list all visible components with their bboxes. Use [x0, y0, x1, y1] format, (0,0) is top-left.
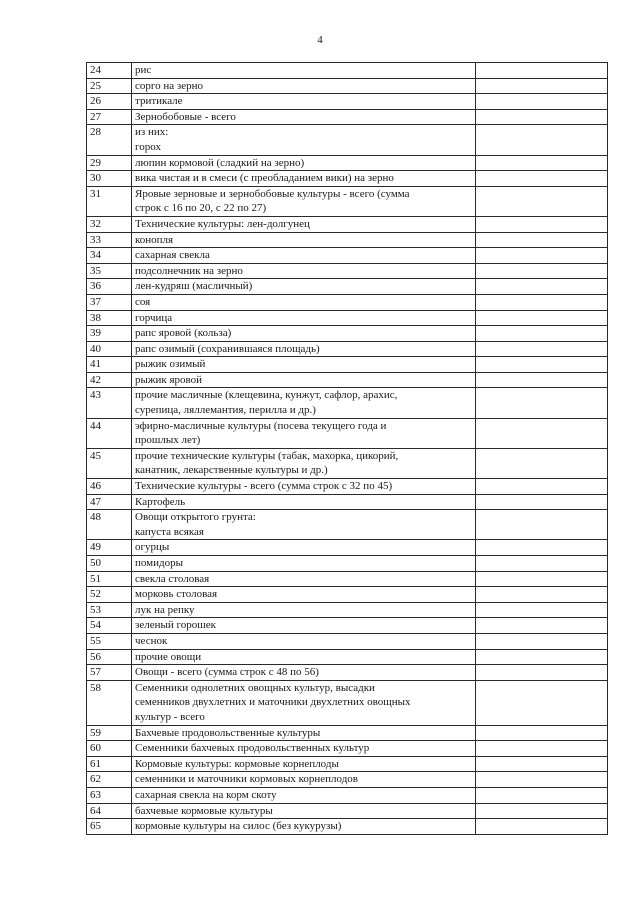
- crop-name-cell: [132, 618, 476, 634]
- row-number: 35: [87, 263, 132, 279]
- table-row: [87, 571, 608, 587]
- value-cell[interactable]: [476, 310, 608, 326]
- row-number: 64: [87, 803, 132, 819]
- crop-name-line: Семенники бахчевых продовольственных культур: [135, 742, 370, 755]
- crop-name-cell: [132, 155, 476, 171]
- crop-name-cell: [132, 803, 476, 819]
- table-row: [87, 510, 608, 540]
- table-row: [87, 155, 608, 171]
- row-number: 29: [87, 155, 132, 171]
- row-number: 63: [87, 787, 132, 803]
- row-number: 53: [87, 602, 132, 618]
- crop-table: [86, 62, 608, 835]
- value-cell[interactable]: [476, 372, 608, 388]
- row-number: 61: [87, 756, 132, 772]
- crop-name-line: сорго на зерно: [135, 79, 204, 92]
- crop-name-cell: [132, 94, 476, 110]
- table-row: [87, 618, 608, 634]
- value-cell[interactable]: [476, 263, 608, 279]
- value-cell[interactable]: [476, 556, 608, 572]
- table-row: [87, 540, 608, 556]
- row-number: 31: [87, 186, 132, 216]
- row-number: 56: [87, 649, 132, 665]
- table-row: [87, 357, 608, 373]
- value-cell[interactable]: [476, 602, 608, 618]
- row-number: 26: [87, 94, 132, 110]
- row-number: 47: [87, 494, 132, 510]
- row-number: 34: [87, 248, 132, 264]
- crop-name-line: бахчевые кормовые культуры: [135, 804, 273, 817]
- table-row: [87, 372, 608, 388]
- value-cell[interactable]: [476, 216, 608, 232]
- value-cell[interactable]: [476, 787, 608, 803]
- crop-name-cell: [132, 787, 476, 803]
- value-cell[interactable]: [476, 479, 608, 495]
- row-number: 49: [87, 540, 132, 556]
- row-number: 27: [87, 109, 132, 125]
- crop-name-cell: [132, 819, 476, 835]
- crop-name-line: Бахчевые продовольственные культуры: [135, 726, 321, 739]
- row-number: 45: [87, 448, 132, 478]
- table-row: [87, 341, 608, 357]
- table-row: [87, 125, 608, 155]
- crop-name-line: прошлых лет): [135, 434, 201, 447]
- crop-name-line: рыжик яровой: [135, 373, 203, 386]
- value-cell[interactable]: [476, 232, 608, 248]
- crop-name-line: лен-кудряш (масличный): [135, 280, 253, 293]
- crop-name-cell: [132, 263, 476, 279]
- crop-name-line: семенники и маточники кормовых корнеплодов: [135, 773, 358, 786]
- crop-name-cell: [132, 665, 476, 681]
- crop-name-line: канатник, лекарственные культуры и др.): [135, 464, 328, 477]
- crop-name-cell: [132, 326, 476, 342]
- value-cell[interactable]: [476, 155, 608, 171]
- crop-name-cell: [132, 232, 476, 248]
- table-row: [87, 78, 608, 94]
- row-number: 32: [87, 216, 132, 232]
- crop-name-cell: [132, 63, 476, 79]
- crop-name-line: сахарная свекла на корм скоту: [135, 788, 277, 801]
- crop-name-line: капуста всякая: [135, 525, 204, 538]
- crop-name-line: Кормовые культуры: кормовые корнеплоды: [135, 757, 339, 770]
- row-number: 51: [87, 571, 132, 587]
- row-number: 48: [87, 510, 132, 540]
- crop-name-line: культур - всего: [135, 710, 205, 723]
- crop-name-cell: [132, 510, 476, 540]
- crop-name-line: строк с 16 по 20, с 22 по 27): [135, 202, 267, 215]
- value-cell[interactable]: [476, 418, 608, 448]
- value-cell[interactable]: [476, 326, 608, 342]
- crop-name-line: тритикале: [135, 95, 183, 108]
- value-cell[interactable]: [476, 94, 608, 110]
- row-number: 65: [87, 819, 132, 835]
- crop-name-cell: [132, 109, 476, 125]
- row-number: 60: [87, 741, 132, 757]
- crop-name-line: вика чистая и в смеси (с преобладанием вики) на зерно: [135, 172, 394, 185]
- row-number: 44: [87, 418, 132, 448]
- row-number: 57: [87, 665, 132, 681]
- crop-name-line: Зернобобовые - всего: [135, 110, 236, 123]
- row-number: 33: [87, 232, 132, 248]
- crop-name-cell: [132, 294, 476, 310]
- value-cell[interactable]: [476, 294, 608, 310]
- table-row: [87, 665, 608, 681]
- crop-name-cell: [132, 649, 476, 665]
- row-number: 55: [87, 633, 132, 649]
- crop-name-cell: [132, 186, 476, 216]
- value-cell[interactable]: [476, 279, 608, 295]
- crop-name-cell: [132, 772, 476, 788]
- table-row: [87, 725, 608, 741]
- row-number: 28: [87, 125, 132, 155]
- row-number: 52: [87, 587, 132, 603]
- value-cell[interactable]: [476, 125, 608, 155]
- crop-name-cell: [132, 479, 476, 495]
- table-row: [87, 109, 608, 125]
- table-row: [87, 310, 608, 326]
- crop-name-line: Яровые зерновые и зернобобовые культуры - всего (сумма: [135, 187, 410, 200]
- value-cell[interactable]: [476, 680, 608, 725]
- crop-name-cell: [132, 171, 476, 187]
- value-cell[interactable]: [476, 803, 608, 819]
- value-cell[interactable]: [476, 665, 608, 681]
- crop-name-line: соя: [135, 295, 151, 308]
- crop-name-line: помидоры: [135, 557, 184, 569]
- row-number: 42: [87, 372, 132, 388]
- table-row: [87, 448, 608, 478]
- row-number: 43: [87, 388, 132, 418]
- crop-name-line: горох: [135, 140, 161, 153]
- crop-name-cell: [132, 279, 476, 295]
- page-number: 4: [317, 34, 323, 46]
- row-number: 54: [87, 618, 132, 634]
- value-cell[interactable]: [476, 186, 608, 216]
- value-cell[interactable]: [476, 772, 608, 788]
- crop-name-line: сурепица, ляллемантия, перилла и др.): [135, 404, 316, 417]
- crop-name-cell: [132, 556, 476, 572]
- crop-name-cell: [132, 448, 476, 478]
- crop-name-cell: [132, 341, 476, 357]
- row-number: 24: [87, 63, 132, 79]
- row-number: 36: [87, 279, 132, 295]
- crop-name-cell: [132, 125, 476, 155]
- row-number: 62: [87, 772, 132, 788]
- crop-name-line: конопля: [135, 233, 174, 246]
- table-row: [87, 216, 608, 232]
- table-row: [87, 171, 608, 187]
- crop-name-line: огурцы: [135, 541, 170, 554]
- value-cell[interactable]: [476, 448, 608, 478]
- crop-name-cell: [132, 372, 476, 388]
- table-row: [87, 649, 608, 665]
- crop-name-cell: [132, 310, 476, 326]
- table-row: [87, 587, 608, 603]
- table-row: [87, 633, 608, 649]
- crop-name-cell: [132, 587, 476, 603]
- table-row: [87, 279, 608, 295]
- crop-name-line: свекла столовая: [135, 572, 210, 585]
- value-cell[interactable]: [476, 248, 608, 264]
- crop-name-cell: [132, 78, 476, 94]
- crop-name-cell: [132, 388, 476, 418]
- crop-name-line: чеснок: [135, 634, 168, 647]
- crop-name-line: рапс озимый (сохранившаяся площадь): [135, 342, 320, 355]
- value-cell[interactable]: [476, 819, 608, 835]
- value-cell[interactable]: [476, 63, 608, 79]
- crop-name-line: рыжик озимый: [135, 358, 206, 371]
- crop-name-cell: [132, 741, 476, 757]
- crop-name-cell: [132, 680, 476, 725]
- crop-name-cell: [132, 756, 476, 772]
- table-row: [87, 741, 608, 757]
- crop-name-line: Семенники однолетних овощных культур, высадки: [135, 681, 375, 694]
- crop-name-line: Картофель: [135, 495, 186, 508]
- table-row: [87, 326, 608, 342]
- crop-name-line: горчица: [135, 311, 173, 324]
- table-row: [87, 263, 608, 279]
- row-number: 59: [87, 725, 132, 741]
- crop-name-line: Овощи - всего (сумма строк с 48 по 56): [135, 666, 319, 679]
- table-row: [87, 787, 608, 803]
- table-row: [87, 63, 608, 79]
- table-row: [87, 186, 608, 216]
- crop-name-line: Овощи открытого грунта:: [135, 511, 256, 524]
- table-row: [87, 772, 608, 788]
- table-row: [87, 602, 608, 618]
- table-row: [87, 680, 608, 725]
- crop-name-line: кормовые культуры на силос (без кукурузы): [135, 820, 342, 833]
- crop-name-line: лук на репку: [135, 603, 195, 616]
- value-cell[interactable]: [476, 171, 608, 187]
- row-number: 58: [87, 680, 132, 725]
- value-cell[interactable]: [476, 510, 608, 540]
- row-number: 46: [87, 479, 132, 495]
- value-cell[interactable]: [476, 725, 608, 741]
- value-cell[interactable]: [476, 78, 608, 94]
- table-row: [87, 248, 608, 264]
- crop-name-line: прочие овощи: [135, 650, 202, 663]
- value-cell[interactable]: [476, 756, 608, 772]
- table-row: [87, 479, 608, 495]
- crop-name-line: сахарная свекла: [135, 249, 210, 262]
- row-number: 39: [87, 326, 132, 342]
- table-row: [87, 388, 608, 418]
- crop-name-line: Технические культуры: лен-долгунец: [135, 217, 310, 230]
- value-cell[interactable]: [476, 341, 608, 357]
- crop-name-cell: [132, 540, 476, 556]
- value-cell[interactable]: [476, 540, 608, 556]
- crop-name-cell: [132, 494, 476, 510]
- row-number: 50: [87, 556, 132, 572]
- table-row: [87, 819, 608, 835]
- value-cell[interactable]: [476, 649, 608, 665]
- crop-name-line: люпин кормовой (сладкий на зерно): [135, 156, 305, 169]
- crop-name-cell: [132, 571, 476, 587]
- crop-name-line: подсолнечник на зерно: [135, 264, 243, 277]
- table-row: [87, 494, 608, 510]
- table-row: [87, 294, 608, 310]
- crop-name-line: зеленый горошек: [135, 619, 216, 632]
- crop-name-cell: [132, 633, 476, 649]
- row-number: 40: [87, 341, 132, 357]
- crop-name-line: Технические культуры - всего (сумма строк с 32 по 45): [135, 480, 393, 493]
- crop-name-cell: [132, 216, 476, 232]
- crop-name-line: семенников двухлетних и маточники двухлетних овощных: [135, 696, 411, 709]
- row-number: 38: [87, 310, 132, 326]
- crop-name-line: рапс яровой (кольза): [135, 327, 232, 340]
- crop-name-cell: [132, 725, 476, 741]
- row-number: 30: [87, 171, 132, 187]
- crop-name-line: из них:: [135, 126, 169, 139]
- row-number: 37: [87, 294, 132, 310]
- table-row: [87, 803, 608, 819]
- value-cell[interactable]: [476, 587, 608, 603]
- table-row: [87, 756, 608, 772]
- crop-name-line: рис: [135, 64, 152, 76]
- value-cell[interactable]: [476, 741, 608, 757]
- row-number: 25: [87, 78, 132, 94]
- table-row: [87, 556, 608, 572]
- crop-name-line: эфирно-масличные культуры (посева текущего года и: [135, 419, 387, 432]
- value-cell[interactable]: [476, 633, 608, 649]
- value-cell[interactable]: [476, 357, 608, 373]
- crop-name-cell: [132, 248, 476, 264]
- value-cell[interactable]: [476, 388, 608, 418]
- crop-table-body: [87, 63, 608, 835]
- value-cell[interactable]: [476, 494, 608, 510]
- table-row: [87, 94, 608, 110]
- table-row: [87, 418, 608, 448]
- crop-name-cell: [132, 602, 476, 618]
- crop-name-cell: [132, 418, 476, 448]
- row-number: 41: [87, 357, 132, 373]
- crop-name-line: морковь столовая: [135, 588, 218, 601]
- value-cell[interactable]: [476, 618, 608, 634]
- table-row: [87, 232, 608, 248]
- crop-name-line: прочие масличные (клещевина, кунжут, сафлор, арахис,: [135, 389, 398, 402]
- crop-name-line: прочие технические культуры (табак, махорка, цикорий,: [135, 449, 399, 462]
- value-cell[interactable]: [476, 109, 608, 125]
- value-cell[interactable]: [476, 571, 608, 587]
- crop-name-cell: [132, 357, 476, 373]
